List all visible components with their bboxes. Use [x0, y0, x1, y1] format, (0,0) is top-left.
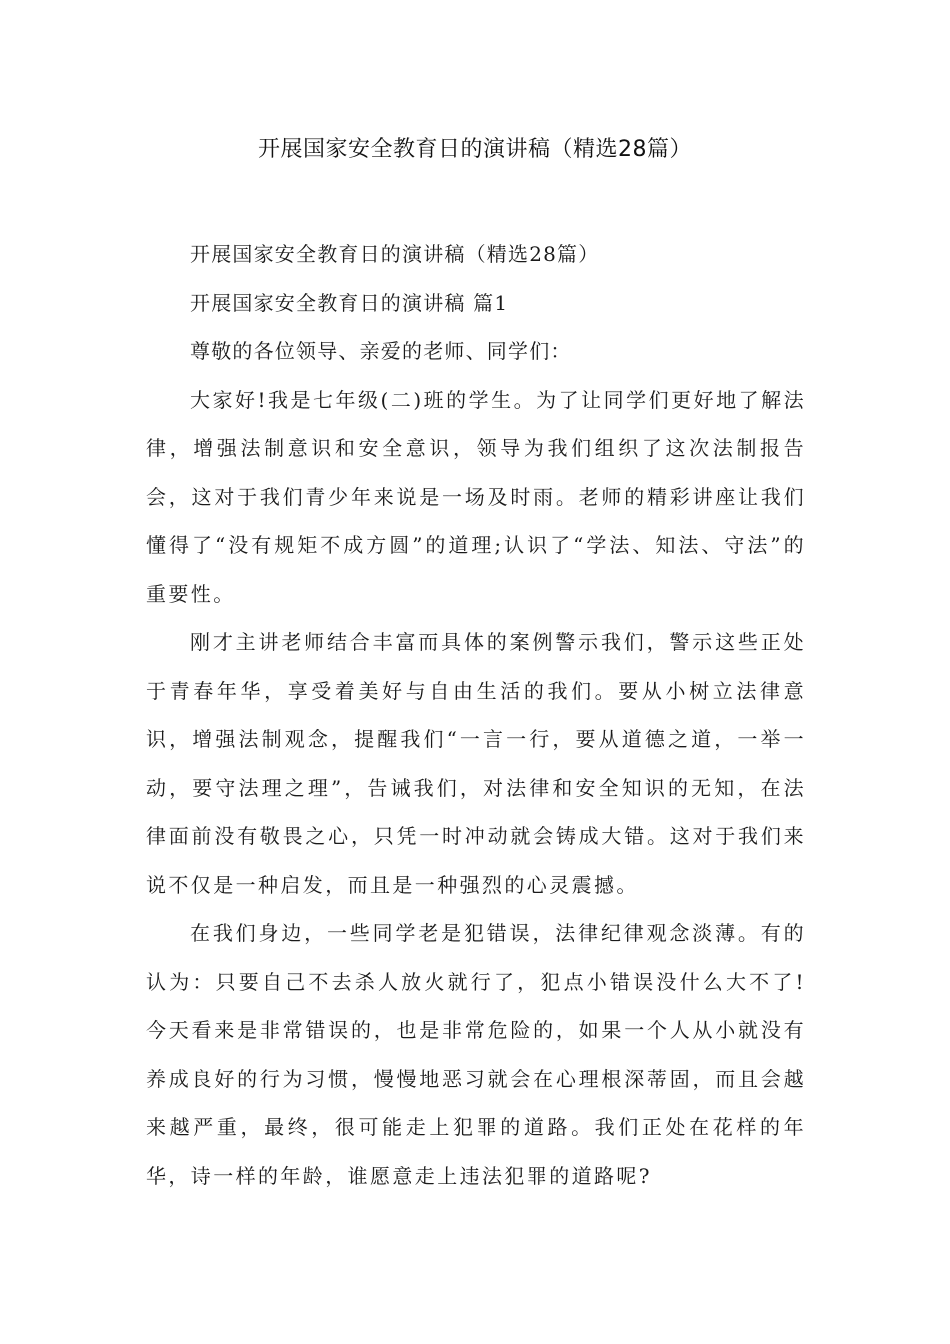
document-body: [146, 230, 806, 1200]
paragraph-3: 在我们身边，一些同学老是犯错误，法律纪律观念淡薄。有的认为：只要自己不去杀人放火就行了，犯点小错误没什么大不了!今天看来是非常错误的，也是非常危险的，如果一个人从小就没有养成良好的行为习惯，慢慢地恶习就会在心理根深蒂固，而且会越来越严重，最终，很可能走上犯罪的道路。我们正处在花样的年华，诗一样的年龄，谁愿意走上违法犯罪的道路呢?: [146, 921, 806, 1188]
paragraph-2: 刚才主讲老师结合丰富而具体的案例警示我们，警示这些正处于青春年华，享受着美好与自由生活的我们。要从小树立法律意识，增强法制观念，提醒我们“一言一行，要从道德之道，一举一动，要守法理之理”，告诫我们，对法律和安全知识的无知，在法律面前没有敬畏之心，只凭一时冲动就会铸成大错。这对于我们来说不仅是一种启发，而且是一种强烈的心灵震撼。: [146, 630, 806, 897]
document-subtitle: 开展国家安全教育日的演讲稿（精选28篇）: [190, 242, 600, 266]
document-title: 开展国家安全教育日的演讲稿（精选28篇）: [258, 137, 692, 162]
paragraph-1: 大家好!我是七年级(二)班的学生。为了让同学们更好地了解法律，增强法制意识和安全意识，领导为我们组织了这次法制报告会，这对于我们青少年来说是一场及时雨。老师的精彩讲座让我们懂得了“没有规矩不成方圆”的道理;认识了“学法、知法、守法”的重要性。: [146, 387, 806, 606]
salutation: 尊敬的各位领导、亲爱的老师、同学们：: [190, 339, 572, 363]
section-heading: 开展国家安全教育日的演讲稿 篇1: [190, 290, 509, 315]
